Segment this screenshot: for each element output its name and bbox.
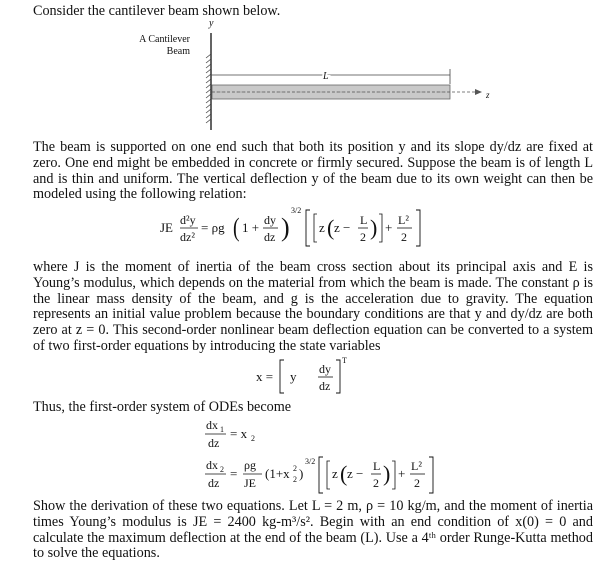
paragraph-explanation: where J is the moment of inertia of the beam cross section about its principal axis and E is Young’s modulus, which depends on the material from which the beam is made. The constant ρ is the linear mass density of the beam, and g is the acceleration due to gravity. The equation represents an initial value problem because the boundary conditions are that y and dy/dz are both zero at z = 0. This second-order nonlinear beam deflection equation can be converted to a system of two first-order equations by introducing the state variables bbox=[33, 259, 593, 354]
eq1-dy: dy bbox=[264, 213, 276, 227]
eq1-dz2: dz² bbox=[180, 230, 195, 244]
eq3-rhs: = x bbox=[230, 426, 248, 441]
equation-dx1 bbox=[205, 417, 285, 453]
eq3-dx: dx bbox=[206, 418, 218, 432]
eq1-paren2-close: ) bbox=[370, 215, 378, 240]
z-axis-label: z bbox=[486, 90, 490, 100]
equation-dx2 bbox=[205, 453, 445, 495]
eq4-power: 3/2 bbox=[305, 457, 316, 466]
eq1-d2y: d²y bbox=[180, 213, 196, 227]
eq3-dz: dz bbox=[208, 436, 220, 450]
paragraph-description: The beam is supported on one end such that both its position y and its slope dy/dz are fixed at zero. One end might be embedded in concrete or firmly secured. Suppose the beam is of length L and is thin and uniform. The vertical deflection y of the beam due to its own weight can then be modeled using the following relation: bbox=[33, 139, 593, 203]
eq1-paren-close: ) bbox=[281, 213, 290, 242]
eq1-L: L bbox=[360, 213, 368, 227]
y-axis-label: y bbox=[209, 18, 214, 29]
eq4-plus: + bbox=[398, 466, 406, 481]
eq4-dz: dz bbox=[208, 476, 220, 490]
eq4-x-sub: 2 bbox=[293, 475, 297, 484]
eq1-rhs-coef: = ρg bbox=[201, 220, 225, 235]
eq2-x-eq: x = bbox=[256, 369, 274, 384]
eq4-inner-bracket-close bbox=[392, 461, 395, 489]
eq4-bracket-close bbox=[429, 457, 433, 493]
eq1-inner-bracket-close bbox=[379, 214, 382, 242]
eq1-bracket-open bbox=[306, 210, 310, 246]
eq1-bracket-close bbox=[416, 210, 420, 246]
eq2-dy: dy bbox=[319, 362, 331, 376]
eq4-paren2-close: ) bbox=[383, 461, 391, 486]
eq4-L2: L² bbox=[411, 459, 422, 473]
eq2-y: y bbox=[290, 369, 297, 384]
eq4-paren2-open: ( bbox=[340, 461, 348, 486]
paragraph-task: Show the derivation of these two equations. Let L = 2 m, ρ = 10 kg/m, and the moment of inertia times Young’s modulus is JE = 2400 kg-m³/s². Begin with an end condition of x(0) = 0 and calculate the maximum deflection at the end of the beam (L). Use a 4ᵗʰ order Runge-Kutta method to solve the equations. bbox=[33, 498, 593, 562]
eq4-dx: dx bbox=[206, 458, 218, 472]
figure-label-line1: A Cantilever bbox=[139, 34, 190, 45]
eq4-L: L bbox=[373, 459, 381, 473]
eq2-dz: dz bbox=[319, 379, 331, 393]
eq1-z-minus: z − bbox=[334, 220, 351, 235]
eq4-sub2: 2 bbox=[220, 465, 224, 474]
figure-label-line2: Beam bbox=[166, 46, 190, 57]
eq1-z: z bbox=[319, 220, 325, 235]
eq1-one-plus: 1 + bbox=[242, 220, 260, 235]
eq1-plus: + bbox=[385, 220, 393, 235]
eq4-rho-g: ρg bbox=[244, 458, 256, 472]
eq1-L2: L² bbox=[398, 213, 409, 227]
eq3-sub2: 2 bbox=[251, 434, 255, 443]
eq1-inner-bracket-open bbox=[314, 214, 317, 242]
intro-text: Consider the cantilever beam shown below. bbox=[33, 3, 281, 19]
eq4-inner-bracket-open bbox=[327, 461, 330, 489]
length-label: L bbox=[323, 71, 329, 82]
wall-hatching bbox=[206, 54, 211, 123]
eq4-bracket-open bbox=[319, 457, 323, 493]
eq1-paren-open: ( bbox=[233, 213, 240, 242]
paragraph-system-intro: Thus, the first-order system of ODEs become bbox=[33, 399, 292, 415]
eq1-two: 2 bbox=[360, 230, 366, 244]
eq1-two-b: 2 bbox=[401, 230, 407, 244]
eq3-sub1: 1 bbox=[220, 425, 224, 434]
eq1-je: JE bbox=[160, 220, 173, 235]
equation-beam-ode bbox=[160, 201, 460, 259]
eq1-paren2-open: ( bbox=[327, 215, 335, 240]
cantilever-figure bbox=[120, 18, 500, 138]
eq2-bracket-close bbox=[336, 360, 340, 393]
eq4-two-b: 2 bbox=[414, 476, 420, 490]
eq2-bracket-open bbox=[280, 360, 284, 393]
eq4-paren-close: ) bbox=[299, 466, 304, 481]
eq4-two: 2 bbox=[373, 476, 379, 490]
eq4-z-minus: z − bbox=[347, 466, 364, 481]
eq4-z: z bbox=[332, 466, 338, 481]
eq4-eq: = bbox=[230, 466, 238, 481]
z-axis-arrow bbox=[475, 89, 482, 95]
eq2-transpose: T bbox=[342, 356, 347, 365]
eq4-x-sup: 2 bbox=[293, 464, 297, 473]
eq4-one-plus-x: (1+x bbox=[265, 466, 290, 481]
equation-state-vector bbox=[256, 355, 376, 397]
eq1-power: 3/2 bbox=[291, 206, 302, 215]
eq1-dz: dz bbox=[264, 230, 276, 244]
eq4-je: JE bbox=[244, 476, 256, 490]
